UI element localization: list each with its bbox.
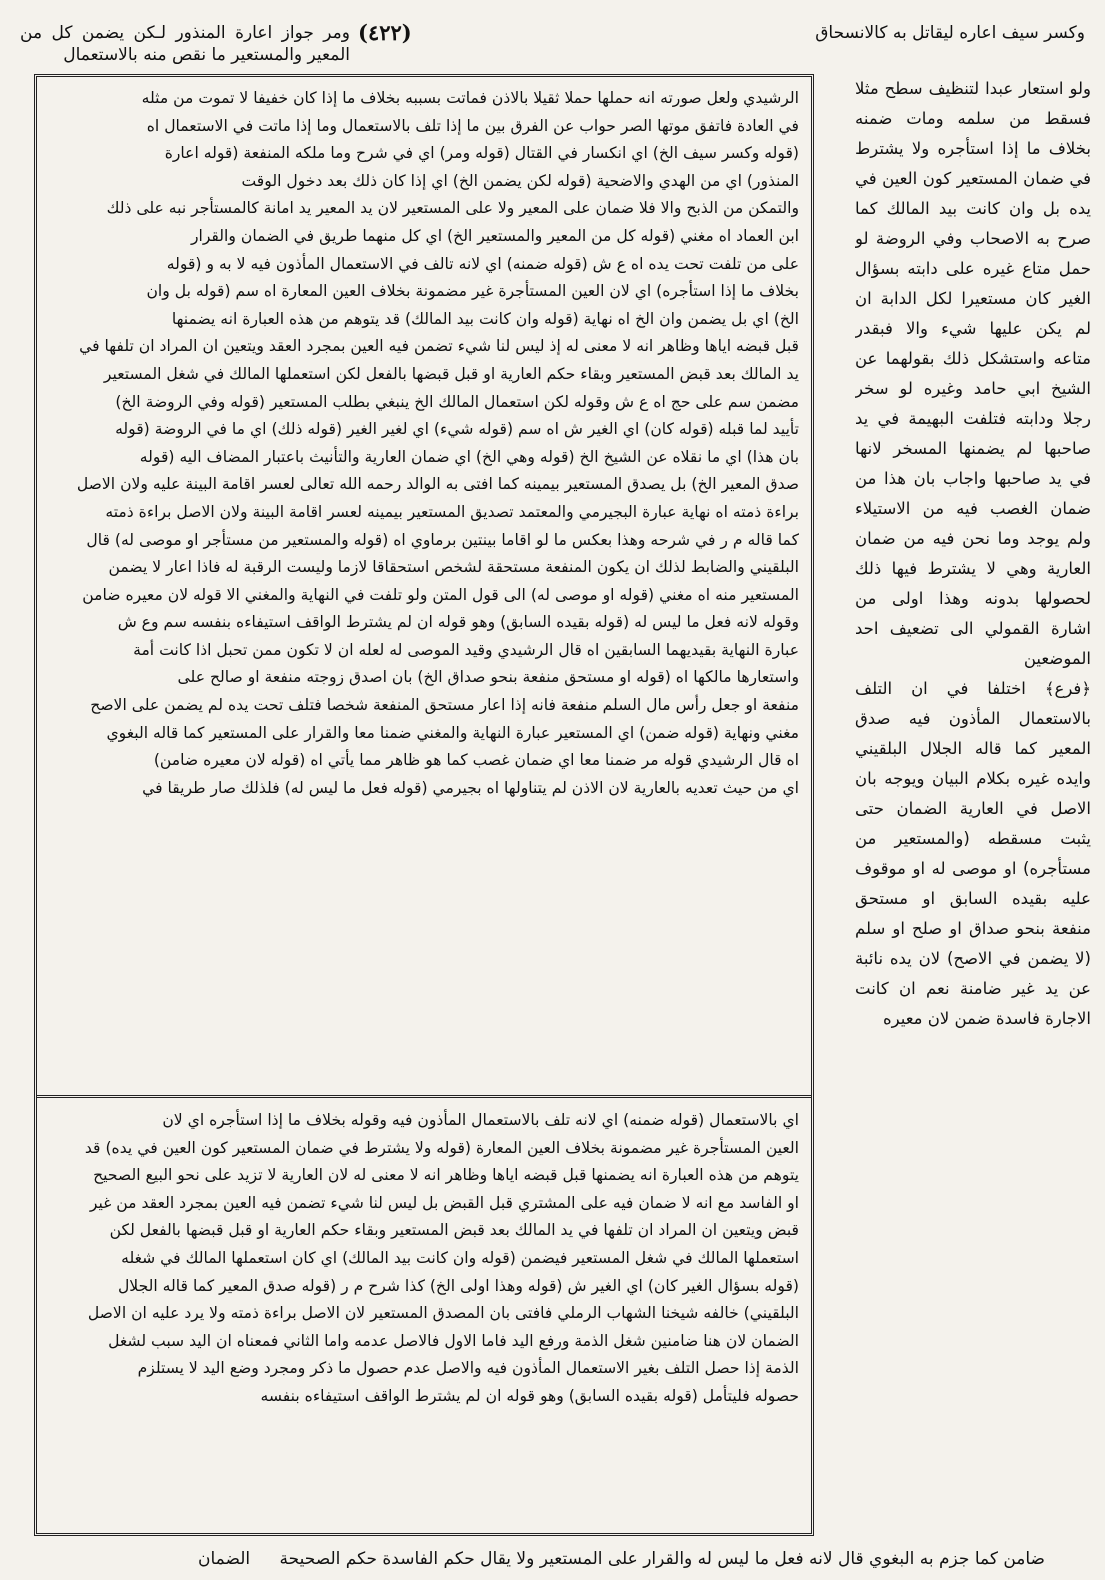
- commentary-line: الخ) اي بل يضمن وان الخ اه نهاية (قوله وان كانت بيد المالك) قد يتوهم من هذه العبارة انه يضمنها: [171, 309, 799, 328]
- commentary-line: بخلاف ما إذا استأجره) اي لان العين المستأجرة غير مضمونة بخلاف العين المعارة اه سم (قوله بل وان: [146, 282, 799, 301]
- commentary-line: بان هذا) اي ما نقلاه عن الشيخ الخ (قوله وهي الخ) اي ضمان العارية والتأنيث باعتبار المضاف اليه (قوله: [139, 447, 799, 466]
- commentary-line: اه قال الرشيدي قوله مر ضمنا معا اي ضمان غصب كما هو ظاهر مما يأتي اه (قوله لان معيره ضامن): [153, 751, 799, 770]
- page-header: [20, 22, 1085, 70]
- commentary-line: او الفاسد مع انه لا ضمان فيه على المشتري قبل القبض بل ليس لنا شيء تضمن فيه العين بمجرد العقد من غير: [89, 1193, 799, 1212]
- matn-paragraph: ﴿فرع﴾ اختلفا في ان التلف بالاستعمال المأذون فيه صدق المعير كما قاله الجلال البلقيني وايده غيره بكلام البيان ويوجه بان الاصل في العارية الضمان حتى يثبت مسقطه (والمستعير من مستأجره) او موصى له او موقوف عليه بقيده السابق او مستحق منفعة بنحو صداق او صلح او سلم (لا يضمن في الاصح) لان يده نائبة عن يد غير ضامنة نعم ان كانت الاجارة فاسدة ضمن لان معيره: [855, 679, 1091, 1028]
- commentary-line: على من تلفت تحت يده اه ع ش (قوله ضمنه) اي لانه تالف في الاستعمال المأذون فيه لا به و (قوله: [166, 254, 799, 273]
- commentary-line: كما قاله م ر في شرحه وهذا بعكس ما لو اقاما بينتين برماوي اه (قوله والمستعير من مستأجر او موصى له) قال: [86, 530, 799, 549]
- commentary-line: في العادة فاتفق موتها الصر حواب عن الفرق بين ما إذا تلف بالاستعمال وما إذا ماتت في الاستعمال اه: [146, 116, 799, 135]
- commentary-line: استعملها المالك في شغل المستعير فيضمن (قوله وان كانت بيد المالك) اي كان استعملها المالك في شغله: [121, 1248, 799, 1267]
- commentary-line: يتوهم من هذه العبارة انه يضمنها قبل قبضه اياها وظاهر انه لا معنى له لان العارية لا تزيد على نحو البيع الصحيح: [93, 1166, 799, 1185]
- commentary-lower: [49, 1107, 799, 1527]
- commentary-line: المستعير منه اه مغني (قوله او موصى له) الى قول المتن ولو تلفت في النهاية والمغني الا قوله لان معيره ضامن: [82, 585, 799, 604]
- catchword: الضمان: [197, 1549, 251, 1569]
- commentary-line: قبض ويتعين ان المراد ان تلفها في يد المالك بعد قبض المستعير وبقاء حكم العارية او قبل قبضها بالفعل لكن: [109, 1221, 799, 1240]
- commentary-line: البلقيني) خالفه شيخنا الشهاب الرملي فافتى بان المصدق المستعير لان الاصل براءة ذمته ولا يرد عليه ان الاصل: [87, 1304, 799, 1323]
- commentary-line: يد المالك بعد قبض المستعير وبقاء حكم العارية او قبل قبضها بالفعل لكن استعملها المالك في شغل المستعير: [103, 364, 799, 383]
- commentary-line: الذمة إذا حصل التلف بغير الاستعمال المأذون فيه والاصل عدم حصول ما ذكر ومجرد وضع اليد لا يستلزم: [137, 1359, 799, 1378]
- commentary-line: والتمكن من الذبح والا فلا ضمان على المعير ولا على المستعير لان يد المعير يد امانة كالمستأجر نبه على ذلك: [106, 199, 799, 218]
- commentary-line: مغني ونهاية (قوله ضمن) اي المستعير عبارة النهاية والمغني ضمنا معا والقرار على المستعير كما قاله البغوي: [106, 723, 799, 742]
- commentary-line: حصوله فليتأمل (قوله بقيده السابق) وهو قوله ان لم يشترط الواقف استيفاءه بنفسه: [260, 1386, 799, 1405]
- commentary-line: عبارة النهاية بقيديهما السابقين اه قال الرشيدي وقيد الموصى له لعله ان لا تكون ممن تحبل اذا كانت أمة: [133, 640, 799, 659]
- commentary-divider: [37, 1095, 811, 1098]
- commentary-line: تأييد لما قبله (قوله كان) اي الغير ش اه سم (قوله شيء) اي لغير الغير (قوله ذلك) اي ما في الروضة (قوله: [115, 420, 799, 439]
- commentary-line: (قوله بسؤال الغير كان) اي الغير ش (قوله وهذا اولى الخ) كذا شرح م ر (قوله صدق المعير كما قاله الجلال: [117, 1276, 799, 1295]
- commentary-line: العين المستأجرة غير مضمونة بخلاف العين المعارة (قوله ولا يشترط في ضمان المستعير كون العين في يده) قد: [84, 1138, 799, 1157]
- commentary-line: واستعارها مالكها اه (قوله او مستحق منفعة بنحو صداق الخ) بان اصدق زوجته منفعة او صالح على: [177, 668, 799, 687]
- page-number: (٤٢٢): [358, 20, 412, 45]
- commentary-line: اي من حيث تعديه بالعارية لان الاذن لم يتناولها اه بجيرمي (قوله فعل ما ليس له) فلذلك صار طريقا في: [142, 778, 799, 797]
- commentary-line: (قوله وكسر سيف الخ) اي انكسار في القتال (قوله ومر) اي في شرح وما ملكه المنفعة (قوله اعارة: [164, 144, 799, 163]
- commentary-upper: [49, 85, 799, 1085]
- commentary-line: الضمان لان هنا ضامنين شغل الذمة ورفع اليد فاما الاول فالاصل عدمه واما الثاني فمعناه ان اليد سبب لشغل: [108, 1331, 799, 1350]
- commentary-line: منفعة او جعل رأس مال السلم منفعة فانه إذا اعار مستحق المنفعة شخصا فتلف تحت يده لم يضمن على الاصح: [90, 696, 799, 715]
- commentary-line: المنذور) اي من الهدي والاضحية (قوله لكن يضمن الخ) اي إذا كان ذلك بعد دخول الوقت: [241, 171, 799, 190]
- header-text-right: وكسر سيف اعاره ليقاتل به كالانسحاق: [815, 23, 1085, 43]
- header-text-left: ومر جواز اعارة المنذور لـكن يضمن كل من المعير والمستعير ما نقص منه بالاستعمال: [20, 23, 350, 65]
- commentary-line: قبل قبضه اياها وظاهر انه لا معنى له إذ ليس لنا شيء تضمن فيه العين بمجرد العقد ويتعين ان المراد ان تلفها في: [79, 337, 799, 356]
- commentary-line: ابن العماد اه مغني (قوله كل من المعير والمستعير الخ) اي كل منهما طريق في الضمان والقرار: [190, 226, 799, 245]
- footer-text: ضامن كما جزم به البغوي قال لانه فعل ما ليس له والقرار على المستعير ولا يقال حكم الفاسدة حكم الصحيحة: [279, 1549, 1045, 1569]
- commentary-line: مضمن سم على حج اه ع ش وقوله لكن استعمال المالك الخ ينبغي بطلب المستعير (قوله وفي الروضة الخ): [115, 392, 799, 411]
- page-footer: [120, 1548, 1045, 1570]
- commentary-line: وقوله لانه فعل ما ليس له (قوله بقيده السابق) وهو قوله ان لم يشترط الواقف استيفاءه بنفسه سم وع ش: [117, 613, 799, 632]
- commentary-line: اي بالاستعمال (قوله ضمنه) اي لانه تلف بالاستعمال المأذون فيه وقوله بخلاف ما إذا استأجره اي لان: [162, 1111, 799, 1129]
- commentary-line: البلقيني والضابط لذلك ان يكون المنفعة مستحقة لشخص استحقاقا لازما وليست الرقبة له فاذا اعار لا يضمن: [108, 558, 799, 577]
- matn-paragraph: ولو استعار عبدا لتنظيف سطح مثلا فسقط من سلمه ومات ضمنه بخلاف ما إذا استأجره ولا يشترط في ضمان المستعير كون العين في يده بل وان كانت بيد المالك كما صرح به الاصحاب وفي الروضة لو حمل متاع غيره على دابته بسؤال الغير كان مستعيرا لكل الدابة ان لم يكن عليها شيء والا فبقدر متاعه واستشكل ذلك بقولهما عن الشيخ ابي حامد وغيره لو سخر رجلا ودابته فتلفت البهيمة في يد صاحبها لم يضمنها المسخر لانها في يد صاحبها واجاب بان هذا من ضمان الغصب فيه من الاستيلاء ولم يوجد وما نحن فيه من ضمان العارية وهي لا يشترط فيها ذلك لحصولها بدونه وهذا اولى من اشارة القمولي الى تضعيف احد الموضعين: [855, 79, 1091, 668]
- main-text-column: [855, 74, 1091, 1536]
- commentary-box: [34, 74, 814, 1536]
- commentary-line: الرشيدي ولعل صورته انه حملها حملا ثقيلا بالاذن فماتت بسببه بخلاف ما إذا كان خفيفا لا تموت من مثله: [141, 89, 799, 107]
- commentary-line: صدق المعير الخ) بل يصدق المستعير بيمينه كما افتى به الوالد رحمه الله تعالى لعسر اقامة البينة عليه ولان الاصل: [76, 475, 799, 494]
- commentary-line: براءة ذمته اه نهاية عبارة البجيرمي والمعتمد تصديق المستعير بيمينه لعسر اقامة البينة ولان الاصل براءة ذمته: [105, 502, 799, 521]
